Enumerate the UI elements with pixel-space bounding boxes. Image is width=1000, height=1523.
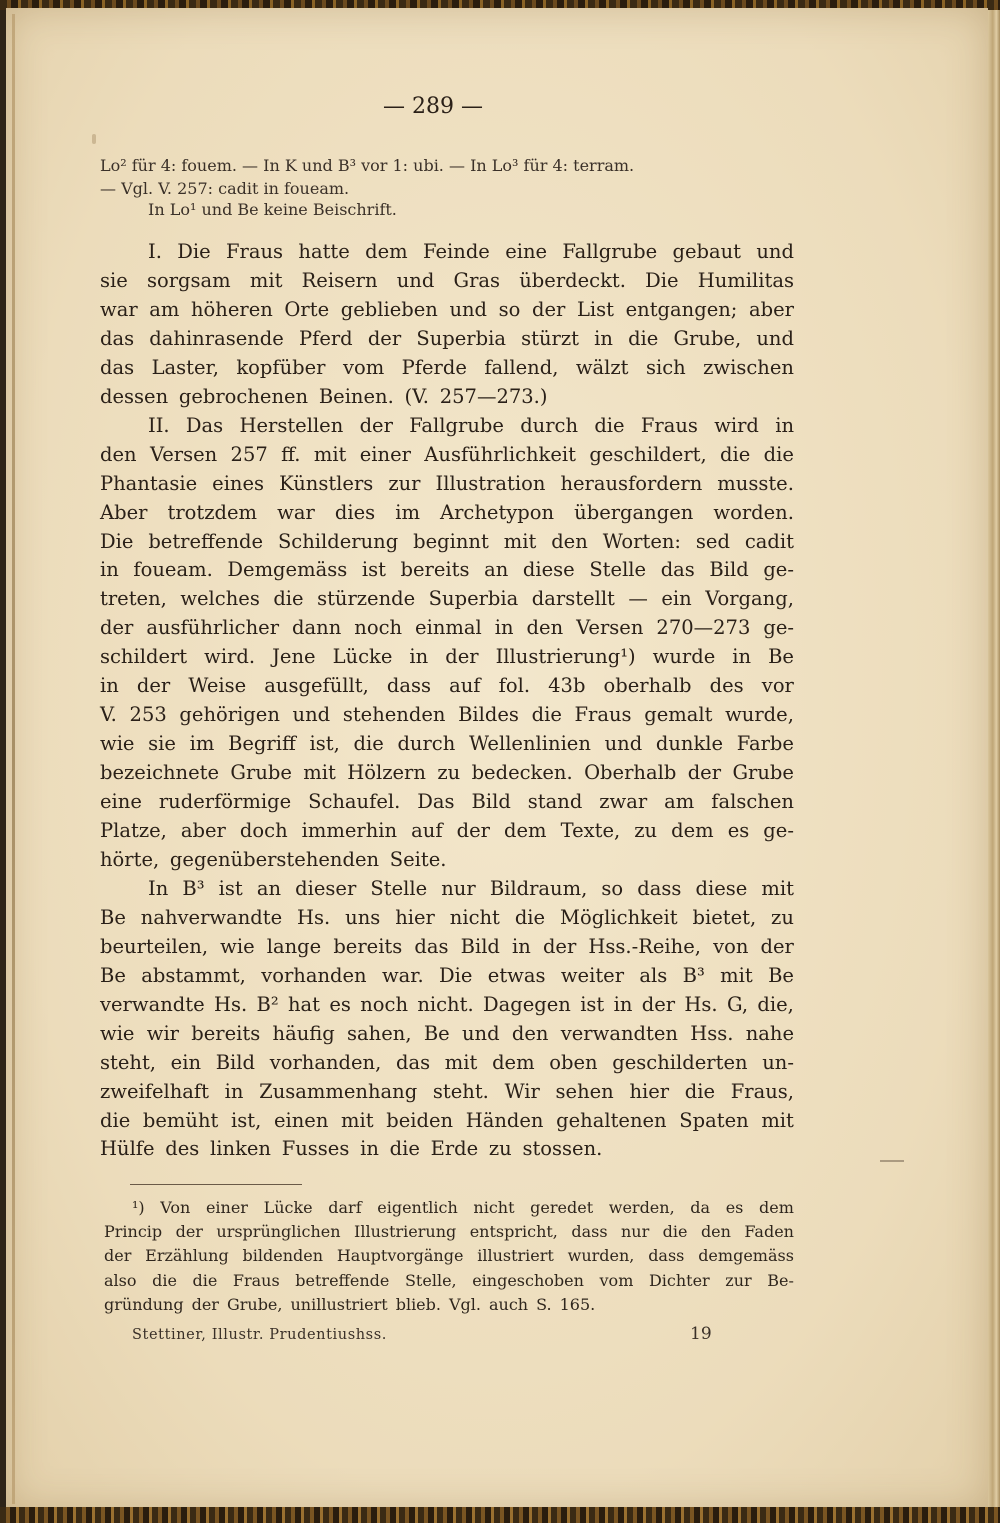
body-text-line: das Laster, kopfüber vom Pferde fallend, wälzt sich zwischen [100,356,794,379]
gutter-shadow [12,14,15,1504]
body-text-line: das dahinrasende Pferd der Superbia stürzt in die Grube, und [100,327,794,350]
body-text-line: der ausführlicher dann noch einmal in den Versen 270—273 ge- [100,616,794,639]
body-text-line: steht, ein Bild vorhanden, das mit dem oben geschilderten un- [100,1051,794,1074]
body-text-line: Aber trotzdem war dies im Archetypon übergangen worden. [100,501,794,524]
margin-mark [880,1160,904,1162]
body-text-line: die bemüht ist, einen mit beiden Händen gehaltenen Spaten mit [100,1109,794,1132]
body-text-line: V. 253 gehörigen und stehenden Bildes die Fraus gemalt wurde, [100,703,794,726]
body-text-line: Platze, aber doch immerhin auf der dem Texte, zu dem es ge- [100,819,794,842]
footnote-rule [130,1184,302,1185]
body-text-line: treten, welches die stürzende Superbia darstellt — ein Vorgang, [100,587,794,610]
body-text-line: Be abstammt, vorhanden war. Die etwas weiter als B³ mit Be [100,964,794,987]
page-number: — 289 — [383,94,483,119]
body-text-line: In B³ ist an dieser Stelle nur Bildraum, so dass diese mit [148,877,794,900]
body-text-line: Hülfe des linken Fusses in die Erde zu stossen. [100,1137,603,1160]
critical-note-line: — Vgl. V. 257: cadit in foueam. [100,179,350,198]
signature-mark: 19 [690,1324,712,1344]
binding-bottom-edge [0,1507,1000,1523]
body-text-line: sie sorgsam mit Reisern und Gras überdeckt. Die Humilitas [100,269,794,292]
paper-blemish [92,134,96,144]
body-text-line: wie sie im Begriff ist, die durch Wellenlinien und dunkle Farbe [100,732,794,755]
body-text-line: war am höheren Orte geblieben und so der List entgangen; aber [100,298,794,321]
body-text-line: in foueam. Demgemäss ist bereits an diese Stelle das Bild ge- [100,558,794,581]
body-text-line: dessen gebrochenen Beinen. (V. 257—273.) [100,385,548,408]
body-text-line: bezeichnete Grube mit Hölzern zu bedecken. Oberhalb der Grube [100,761,794,784]
body-text-line: verwandte Hs. B² hat es noch nicht. Dagegen ist in der Hs. G, die, [100,993,794,1016]
footnote-line: der Erzählung bildenden Hauptvorgänge illustriert wurden, dass demgemäss [104,1246,794,1265]
body-text-line: den Versen 257 ff. mit einer Ausführlichkeit geschildert, die die [100,443,794,466]
running-footer-title: Stettiner, Illustr. Prudentiushss. [132,1327,387,1343]
footnote-line: gründung der Grube, unillustriert blieb. Vgl. auch S. 165. [104,1295,596,1314]
body-text-line: Die betreffende Schilderung beginnt mit den Worten: sed cadit [100,530,794,553]
page-edge-right [988,10,1000,1510]
body-text-line: zweifelhaft in Zusammenhang steht. Wir sehen hier die Fraus, [100,1080,794,1103]
body-text-line: I. Die Fraus hatte dem Feinde eine Fallgrube gebaut und [148,240,794,263]
critical-note-line: Lo² für 4: fouem. — In K und B³ vor 1: ubi. — In Lo³ für 4: terram. [100,156,635,175]
body-text-line: Phantasie eines Künstlers zur Illustration herausfordern musste. [100,472,794,495]
body-text-line: eine ruderförmige Schaufel. Das Bild stand zwar am falschen [100,790,794,813]
footnote-line: ¹) Von einer Lücke darf eigentlich nicht geredet werden, da es dem [132,1198,794,1217]
body-text-line: beurteilen, wie lange bereits das Bild in der Hss.-Reihe, von der [100,935,794,958]
body-text-line: schildert wird. Jene Lücke in der Illustrierung¹) wurde in Be [100,645,794,668]
footnote-line: Princip der ursprünglichen Illustrierung entspricht, dass nur die den Faden [104,1222,794,1241]
body-text-line: II. Das Herstellen der Fallgrube durch die Fraus wird in [148,414,794,437]
body-text-line: Be nahverwandte Hs. uns hier nicht die Möglichkeit bietet, zu [100,906,794,929]
body-text-line: hörte, gegenüberstehenden Seite. [100,848,447,871]
critical-note-line: In Lo¹ und Be keine Beischrift. [148,200,397,219]
footnote-line: also die die Fraus betreffende Stelle, eingeschoben vom Dichter zur Be- [104,1271,794,1290]
body-text-line: wie wir bereits häufig sahen, Be und den verwandten Hss. nahe [100,1022,794,1045]
body-text-line: in der Weise ausgefüllt, dass auf fol. 43b oberhalb des vor [100,674,794,697]
